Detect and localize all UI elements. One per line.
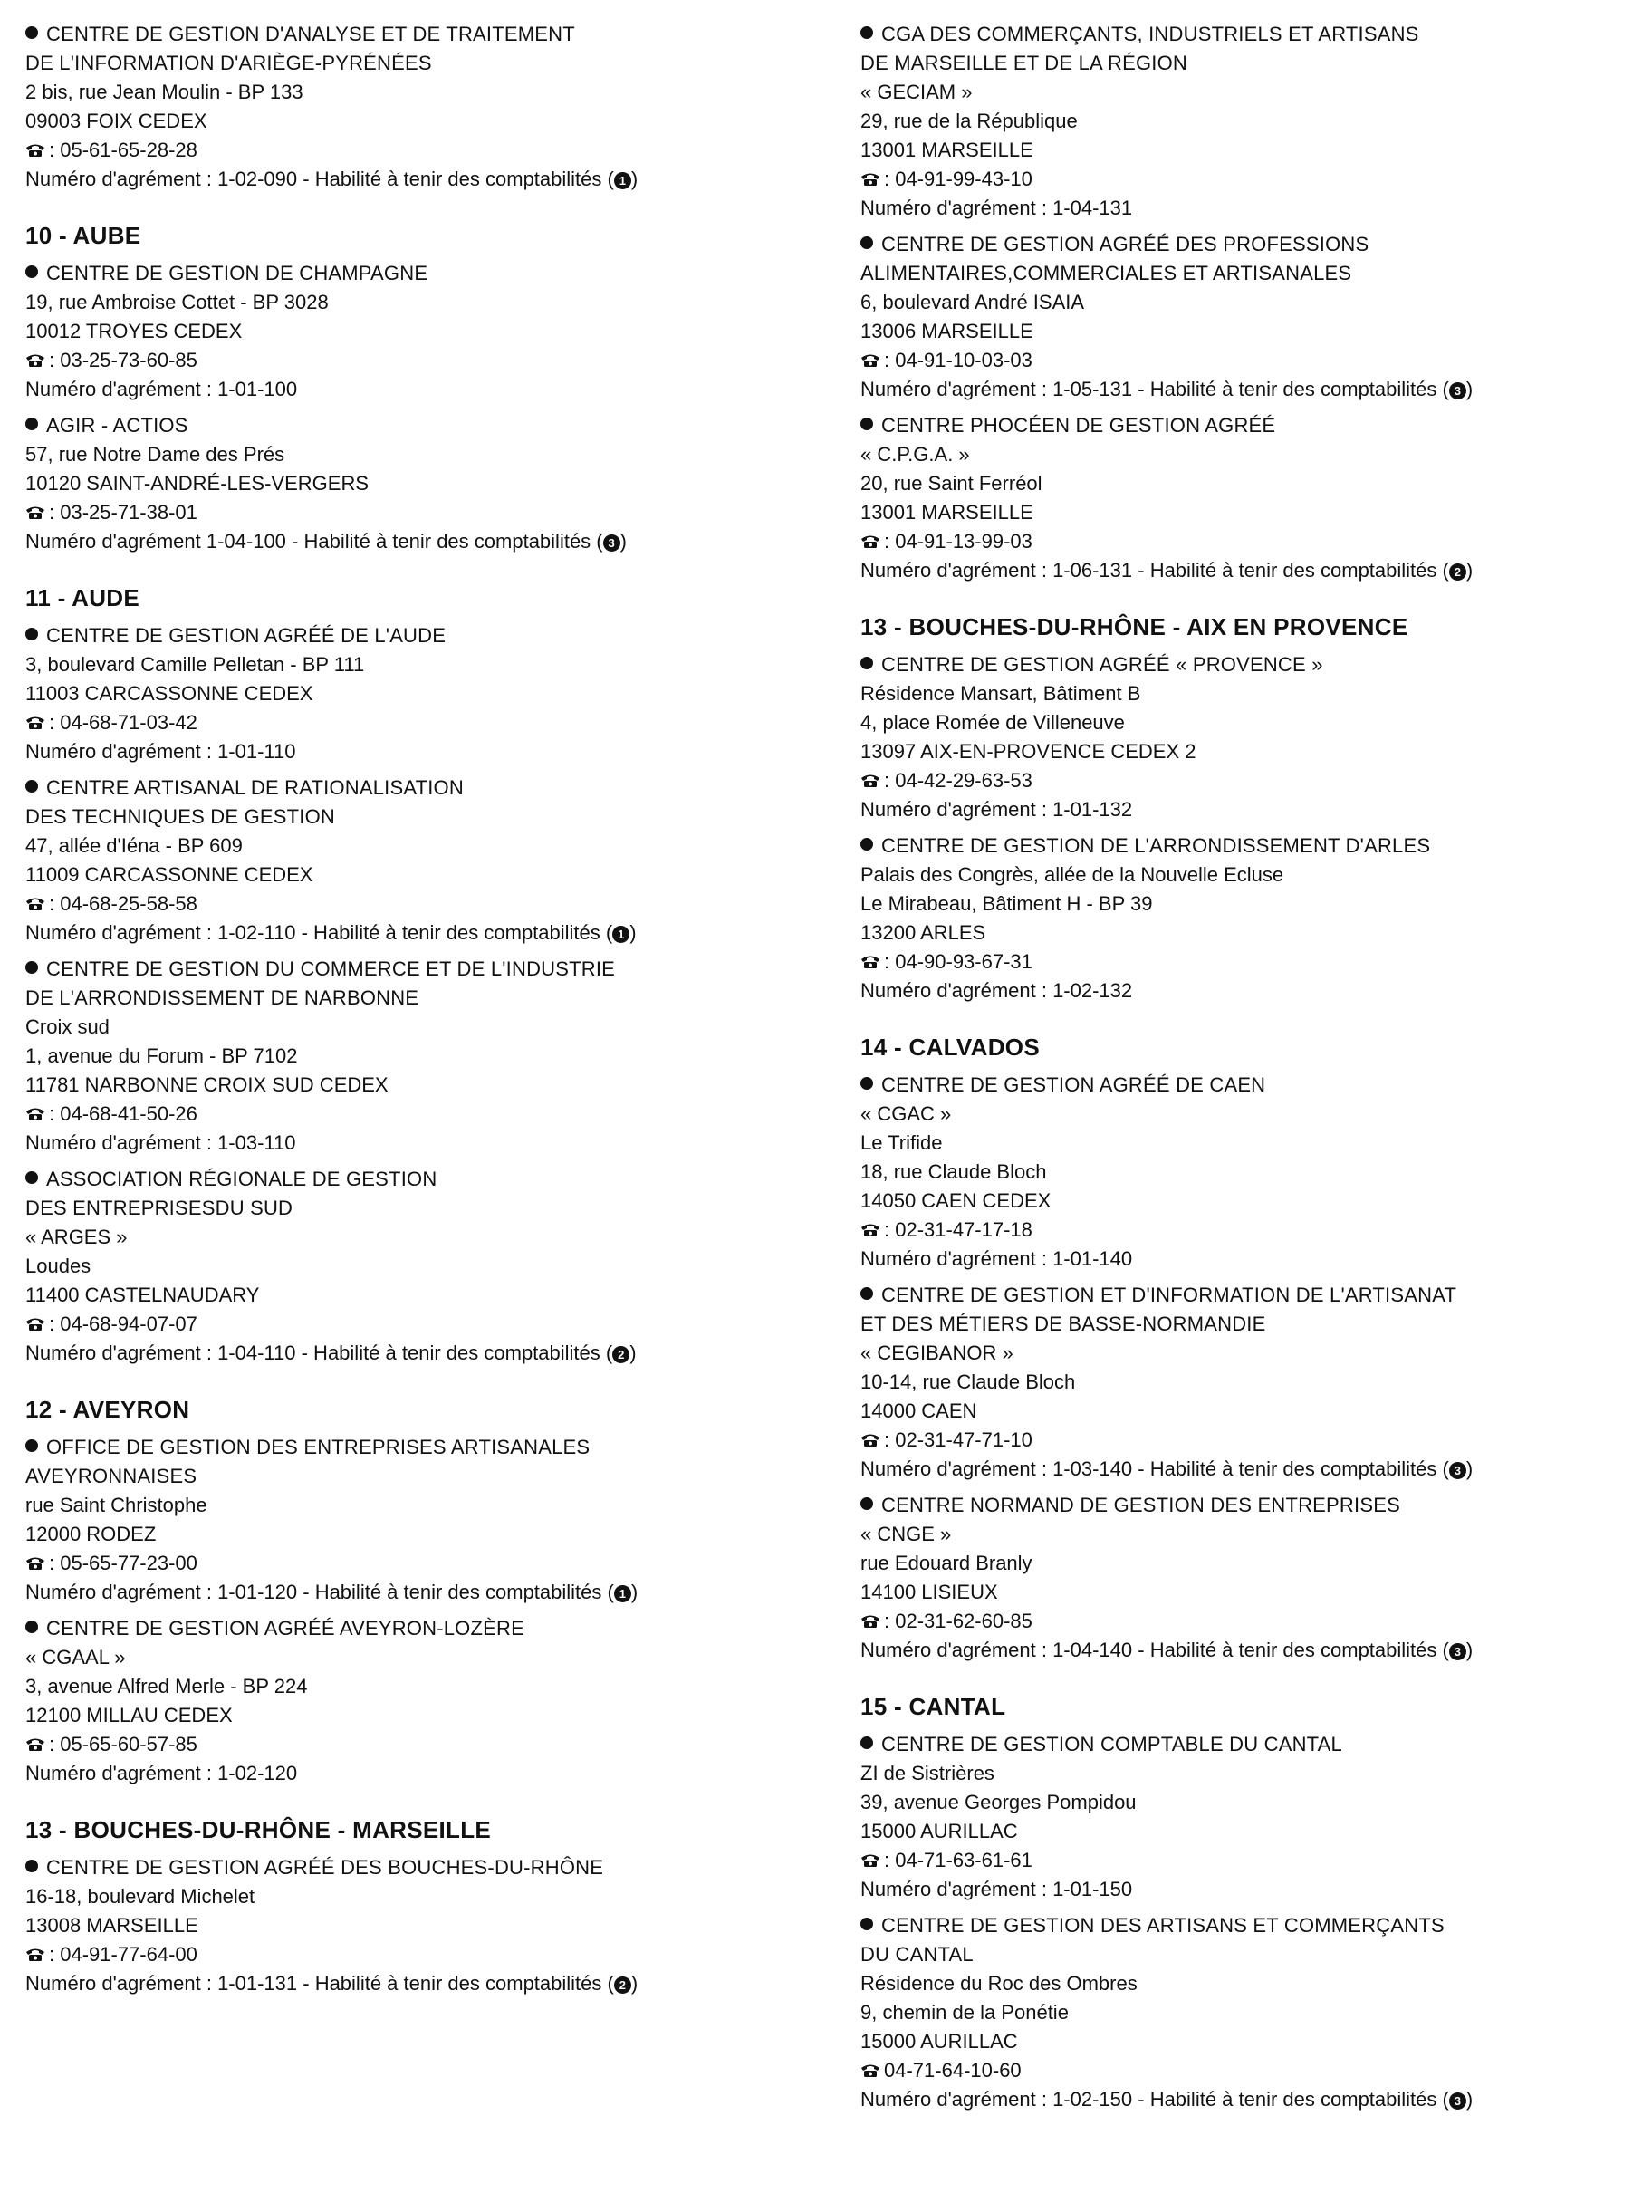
entry-address-line: 19, rue Ambroise Cottet - BP 3028: [25, 291, 329, 313]
entry-agrement: [860, 1245, 1639, 1274]
entry-name-line: [860, 1911, 1639, 1940]
entry-phone-number: : 04-90-93-67-31: [884, 950, 1032, 973]
entry-agrement: [25, 1339, 831, 1368]
entry-agrement-close: ): [620, 530, 627, 553]
telephone-icon: [25, 1556, 45, 1571]
entry-agrement-close: ): [630, 168, 639, 190]
entry-address-line: Loudes: [25, 1255, 91, 1277]
entry-name-line: [25, 1853, 831, 1882]
directory-entry: [860, 1911, 1639, 2114]
entry-address-line: 6, boulevard André ISAIA: [860, 291, 1085, 313]
entry-address-line: 1, avenue du Forum - BP 7102: [25, 1044, 298, 1067]
entry-agrement: [25, 1578, 831, 1607]
telephone-icon: [25, 505, 45, 520]
directory-entry: [25, 1853, 831, 1998]
entry-agrement-close: ): [630, 1581, 639, 1603]
telephone-icon: [860, 172, 880, 187]
entry-name-line: [25, 411, 831, 440]
bullet-icon: [25, 418, 38, 430]
entry-name-text: CENTRE DE GESTION AGRÉÉ DE L'AUDE: [46, 624, 447, 647]
entry-address-line: 13200 ARLES: [860, 921, 986, 944]
entry-phone-number: : 03-25-71-38-01: [49, 501, 197, 524]
entry-name-text: CENTRE ARTISANAL DE RATIONALISATION: [46, 776, 464, 799]
entry-address-line: rue Saint Christophe: [25, 1494, 207, 1516]
circled-number-icon: 2: [614, 1976, 631, 1994]
entry-address-line: « C.P.G.A. »: [860, 443, 970, 466]
entry-agrement-text: Numéro d'agrément : 1-01-131 - Habilité à tenir des comptabilités (: [25, 1972, 614, 1995]
entry-name-text: CENTRE PHOCÉEN DE GESTION AGRÉÉ: [881, 414, 1276, 437]
telephone-icon: [860, 1614, 880, 1629]
circled-number-icon: 1: [612, 926, 629, 943]
circled-number-icon: 3: [603, 534, 620, 552]
entry-agrement-text: Numéro d'agrément : 1-01-120 - Habilité à tenir des comptabilités (: [25, 1581, 614, 1603]
entry-name-line: [860, 411, 1639, 440]
bullet-icon: [25, 265, 38, 278]
section-heading: 15 - CANTAL: [860, 1693, 1006, 1720]
entry-name-line: [860, 259, 1639, 288]
entry-phone: [25, 1310, 831, 1339]
entry-address-line: 14000 CAEN: [860, 1399, 977, 1422]
entry-name-text: CENTRE DE GESTION DU COMMERCE ET DE L'INDUSTRIE: [46, 957, 616, 980]
entry-phone: [25, 1730, 831, 1759]
telephone-icon: [860, 534, 880, 549]
section-heading: 10 - AUBE: [25, 222, 141, 249]
entry-name-text: ALIMENTAIRES,COMMERCIALES ET ARTISANALES: [860, 262, 1352, 284]
bullet-icon: [860, 1077, 873, 1090]
entry-agrement-text: Numéro d'agrément : 1-02-132: [860, 979, 1133, 1002]
left-column: [25, 20, 831, 2005]
entry-agrement: [860, 795, 1639, 824]
entry-phone: [25, 708, 831, 737]
entry-name-line: [25, 1433, 831, 1462]
entry-address-line: 11003 CARCASSONNE CEDEX: [25, 682, 313, 705]
entry-name-text: AGIR - ACTIOS: [46, 414, 188, 437]
telephone-icon: [25, 1317, 45, 1332]
entry-address-line: 11781 NARBONNE CROIX SUD CEDEX: [25, 1073, 389, 1096]
entry-agrement-text: Numéro d'agrément : 1-01-100: [25, 378, 298, 400]
entry-address-line: 13097 AIX-EN-PROVENCE CEDEX 2: [860, 740, 1196, 763]
entry-address-line: 09003 FOIX CEDEX: [25, 110, 207, 132]
entry-name-line: [25, 621, 831, 650]
circled-number-icon: 1: [614, 172, 631, 189]
section-heading: 11 - AUDE: [25, 584, 139, 611]
entry-phone-number: : 04-68-41-50-26: [49, 1102, 197, 1125]
entry-name-line: [860, 650, 1639, 679]
telephone-icon: [25, 1107, 45, 1121]
telephone-icon: [25, 716, 45, 730]
entry-name-line: [25, 49, 831, 78]
entry-name-text: CENTRE DE GESTION ET D'INFORMATION DE L'ARTISANAT: [881, 1284, 1457, 1306]
entry-name-line: [25, 1165, 831, 1194]
entry-name-line: [860, 1940, 1639, 1969]
telephone-icon: [860, 1433, 880, 1447]
entry-agrement: [25, 1129, 831, 1158]
entry-phone: [25, 1940, 831, 1969]
entry-phone-number: : 03-25-73-60-85: [49, 349, 197, 371]
entry-name-line: [860, 1730, 1639, 1759]
entry-agrement: [860, 976, 1639, 1005]
entry-agrement-text: Numéro d'agrément : 1-01-150: [860, 1878, 1133, 1900]
entry-agrement-text: Numéro d'agrément : 1-02-090 - Habilité à tenir des comptabilités (: [25, 168, 614, 190]
bullet-icon: [860, 838, 873, 851]
entry-address-line: Le Trifide: [860, 1131, 943, 1154]
entry-agrement: [860, 194, 1639, 223]
entry-address-line: 11400 CASTELNAUDARY: [25, 1284, 260, 1306]
entry-name-text: CENTRE DE GESTION AGRÉÉ AVEYRON-LOZÈRE: [46, 1617, 524, 1640]
directory-entry: [25, 1165, 831, 1368]
directory-entry: [860, 20, 1639, 223]
entry-name-line: [25, 774, 831, 803]
directory-entry: [25, 259, 831, 404]
entry-name-text: CENTRE NORMAND DE GESTION DES ENTREPRISES: [881, 1494, 1400, 1516]
entry-phone-number: : 05-61-65-28-28: [49, 139, 197, 161]
entry-address-line: « ARGES »: [25, 1226, 128, 1248]
telephone-icon: [860, 2063, 880, 2078]
entry-agrement-text: Numéro d'agrément : 1-01-110: [25, 740, 296, 763]
entry-address-line: 10120 SAINT-ANDRÉ-LES-VERGERS: [25, 472, 370, 495]
entry-name-line: [860, 230, 1639, 259]
entry-phone-number: : 04-91-77-64-00: [49, 1943, 197, 1966]
entry-phone: [860, 1426, 1639, 1455]
entry-agrement-text: Numéro d'agrément : 1-03-140 - Habilité à tenir des comptabilités (: [860, 1457, 1449, 1480]
entry-address-line: 15000 AURILLAC: [860, 1820, 1018, 1842]
section-heading: 12 - AVEYRON: [25, 1396, 190, 1423]
entry-agrement-text: Numéro d'agrément : 1-04-110 - Habilité à tenir des comptabilités (: [25, 1342, 613, 1364]
entry-phone-number: : 02-31-47-71-10: [884, 1428, 1032, 1451]
entry-phone: [860, 527, 1639, 556]
entry-agrement: [860, 2085, 1639, 2114]
directory-entry: [860, 1730, 1639, 1904]
entry-agrement-close: ): [1465, 1639, 1474, 1661]
entry-address-line: 13006 MARSEILLE: [860, 320, 1033, 342]
entry-agrement: [25, 165, 831, 194]
entry-agrement-text: Numéro d'agrément : 1-01-140: [860, 1247, 1133, 1270]
entry-phone: [860, 1846, 1639, 1875]
entry-name-text: CENTRE DE GESTION COMPTABLE DU CANTAL: [881, 1733, 1342, 1755]
directory-entry: [25, 411, 831, 556]
entry-phone: [25, 346, 831, 375]
directory-entry: [25, 774, 831, 947]
entry-address-line: 3, avenue Alfred Merle - BP 224: [25, 1675, 308, 1697]
entry-address-line: 15000 AURILLAC: [860, 2030, 1018, 2053]
entry-name-line: [860, 20, 1639, 49]
entry-name-text: DE MARSEILLE ET DE LA RÉGION: [860, 52, 1187, 74]
bullet-icon: [25, 780, 38, 793]
entry-agrement-text: Numéro d'agrément : 1-01-132: [860, 798, 1133, 821]
entry-agrement-close: ): [1465, 1457, 1474, 1480]
entry-phone-number: : 04-91-99-43-10: [884, 168, 1032, 190]
entry-name-text: CENTRE DE GESTION AGRÉÉ « PROVENCE »: [881, 653, 1323, 676]
circled-number-icon: 3: [1449, 382, 1466, 399]
entry-name-line: [860, 1071, 1639, 1100]
entry-phone-number: : 02-31-47-17-18: [884, 1218, 1032, 1241]
entry-address-line: Croix sud: [25, 1015, 110, 1038]
entry-name-text: DE L'ARRONDISSEMENT DE NARBONNE: [25, 986, 419, 1009]
entry-phone-number: : 05-65-60-57-85: [49, 1733, 197, 1755]
entry-phone-number: 04-71-64-10-60: [884, 2059, 1022, 2082]
entry-address-line: 13001 MARSEILLE: [860, 501, 1033, 524]
entry-address-line: 2 bis, rue Jean Moulin - BP 133: [25, 81, 303, 103]
entry-phone-number: : 02-31-62-60-85: [884, 1610, 1032, 1632]
entry-phone-number: : 04-68-25-58-58: [49, 892, 197, 915]
bullet-icon: [860, 657, 873, 669]
entry-agrement-text: Numéro d'agrément : 1-02-110 - Habilité à tenir des comptabilités (: [25, 921, 613, 944]
entry-agrement-close: ): [1465, 378, 1474, 400]
entry-agrement-text: Numéro d'agrément : 1-05-131 - Habilité à tenir des comptabilités (: [860, 378, 1449, 400]
entry-address-line: 14050 CAEN CEDEX: [860, 1189, 1052, 1212]
entry-address-line: 13001 MARSEILLE: [860, 139, 1033, 161]
entry-phone-number: : 04-91-13-99-03: [884, 530, 1032, 553]
entry-address-line: 12000 RODEZ: [25, 1523, 157, 1545]
entry-name-line: [860, 1310, 1639, 1339]
telephone-icon: [860, 1223, 880, 1237]
entry-phone: [860, 947, 1639, 976]
entry-agrement: [25, 918, 831, 947]
entry-phone: [25, 498, 831, 527]
entry-agrement-close: ): [630, 1972, 639, 1995]
entry-address-line: 10-14, rue Claude Bloch: [860, 1370, 1076, 1393]
entry-phone: [860, 1607, 1639, 1636]
circled-number-icon: 3: [1449, 1643, 1466, 1660]
entry-address-line: « GECIAM »: [860, 81, 973, 103]
entry-name-text: OFFICE DE GESTION DES ENTREPRISES ARTISANALES: [46, 1436, 591, 1458]
entry-phone: [860, 165, 1639, 194]
telephone-icon: [860, 1853, 880, 1868]
section-heading: 13 - BOUCHES-DU-RHÔNE - MARSEILLE: [25, 1816, 492, 1843]
entry-name-text: CENTRE DE GESTION DE L'ARRONDISSEMENT D'ARLES: [881, 834, 1431, 857]
directory-entry: [25, 955, 831, 1158]
entry-phone-number: : 04-42-29-63-53: [884, 769, 1032, 792]
entry-address-line: 20, rue Saint Ferréol: [860, 472, 1042, 495]
bullet-icon: [25, 1439, 38, 1452]
entry-address-line: rue Edouard Branly: [860, 1552, 1032, 1574]
entry-name-line: [25, 955, 831, 984]
entry-address-line: 9, chemin de la Ponétie: [860, 2001, 1069, 2024]
telephone-icon: [860, 774, 880, 788]
entry-phone: [25, 1100, 831, 1129]
circled-number-icon: 1: [614, 1585, 631, 1602]
entry-address-line: ZI de Sistrières: [860, 1762, 994, 1784]
entry-name-text: CENTRE DE GESTION DES ARTISANS ET COMMERÇANTS: [881, 1914, 1445, 1937]
entry-address-line: 14100 LISIEUX: [860, 1581, 998, 1603]
entry-address-line: « CGAC »: [860, 1102, 952, 1125]
entry-agrement: [25, 375, 831, 404]
directory-entry: [860, 1281, 1639, 1484]
directory-entry: [860, 832, 1639, 1005]
entry-name-line: [860, 49, 1639, 78]
circled-number-icon: 2: [612, 1346, 629, 1363]
entry-name-text: DES ENTREPRISESDU SUD: [25, 1197, 293, 1219]
directory-entry: [25, 1433, 831, 1607]
entry-address-line: 16-18, boulevard Michelet: [25, 1885, 255, 1908]
entry-agrement-text: Numéro d'agrément : 1-02-120: [25, 1762, 298, 1784]
entry-phone: [860, 346, 1639, 375]
bullet-icon: [860, 1497, 873, 1510]
entry-name-text: DES TECHNIQUES DE GESTION: [25, 805, 335, 828]
entry-phone: [860, 766, 1639, 795]
entry-agrement: [25, 737, 831, 766]
entry-phone: [860, 1216, 1639, 1245]
entry-address-line: 18, rue Claude Bloch: [860, 1160, 1047, 1183]
entry-name-line: [860, 1491, 1639, 1520]
entry-phone: [25, 1549, 831, 1578]
circled-number-icon: 3: [1449, 2092, 1466, 2110]
bullet-icon: [860, 1736, 873, 1749]
telephone-icon: [25, 353, 45, 368]
entry-address-line: Résidence du Roc des Ombres: [860, 1972, 1138, 1995]
entry-name-line: [25, 1462, 831, 1491]
entry-agrement: [860, 556, 1639, 585]
entry-name-line: [25, 1194, 831, 1223]
entry-agrement: [860, 1455, 1639, 1484]
directory-entry: [860, 1491, 1639, 1665]
telephone-icon: [25, 897, 45, 911]
entry-agrement-text: Numéro d'agrément : 1-04-131: [860, 197, 1133, 219]
entry-address-line: 57, rue Notre Dame des Prés: [25, 443, 285, 466]
entry-agrement-text: Numéro d'agrément : 1-04-140 - Habilité à tenir des comptabilités (: [860, 1639, 1449, 1661]
entry-address-line: « CNGE »: [860, 1523, 952, 1545]
telephone-icon: [860, 353, 880, 368]
telephone-icon: [860, 955, 880, 969]
entry-address-line: « CEGIBANOR »: [860, 1342, 1013, 1364]
entry-address-line: 3, boulevard Camille Pelletan - BP 111: [25, 653, 365, 676]
entry-agrement: [25, 1759, 831, 1788]
directory-entry: [25, 20, 831, 194]
bullet-icon: [25, 628, 38, 640]
entry-address-line: 12100 MILLAU CEDEX: [25, 1704, 233, 1726]
entry-phone-number: : 04-68-94-07-07: [49, 1313, 197, 1335]
entry-phone-number: : 04-91-10-03-03: [884, 349, 1032, 371]
entry-agrement-text: Numéro d'agrément : 1-06-131 - Habilité à tenir des comptabilités (: [860, 559, 1449, 582]
entry-agrement: [860, 1636, 1639, 1665]
circled-number-icon: 3: [1449, 1462, 1466, 1479]
section-heading: 14 - CALVADOS: [860, 1034, 1040, 1061]
right-column: [860, 20, 1639, 2121]
entry-address-line: Résidence Mansart, Bâtiment B: [860, 682, 1141, 705]
entry-address-line: « CGAAL »: [25, 1646, 126, 1669]
bullet-icon: [860, 1287, 873, 1300]
directory-entry: [860, 1071, 1639, 1274]
entry-phone: [25, 890, 831, 918]
bullet-icon: [25, 1860, 38, 1872]
entry-name-text: CENTRE DE GESTION AGRÉÉ DES PROFESSIONS: [881, 233, 1369, 255]
entry-agrement-text: Numéro d'agrément 1-04-100 - Habilité à tenir des comptabilités (: [25, 530, 603, 553]
entry-agrement: [860, 1875, 1639, 1904]
entry-agrement-text: Numéro d'agrément : 1-03-110: [25, 1131, 296, 1154]
entry-address-line: Palais des Congrès, allée de la Nouvelle Ecluse: [860, 863, 1284, 886]
entry-agrement-text: Numéro d'agrément : 1-02-150 - Habilité à tenir des comptabilités (: [860, 2088, 1449, 2111]
entry-address-line: 39, avenue Georges Pompidou: [860, 1791, 1137, 1813]
entry-address-line: Le Mirabeau, Bâtiment H - BP 39: [860, 892, 1153, 915]
directory-entry: [860, 650, 1639, 824]
entry-name-line: [860, 832, 1639, 861]
entry-name-text: DE L'INFORMATION D'ARIÈGE-PYRÉNÉES: [25, 52, 432, 74]
bullet-icon: [25, 26, 38, 39]
directory-entry: [860, 411, 1639, 585]
entry-name-text: CENTRE DE GESTION AGRÉÉ DES BOUCHES-DU-RHÔNE: [46, 1856, 604, 1879]
bullet-icon: [25, 961, 38, 974]
entry-address-line: 4, place Romée de Villeneuve: [860, 711, 1125, 734]
bullet-icon: [25, 1171, 38, 1184]
entry-address-line: 11009 CARCASSONNE CEDEX: [25, 863, 313, 886]
entry-phone-number: : 04-71-63-61-61: [884, 1849, 1032, 1871]
entry-name-text: CENTRE DE GESTION AGRÉÉ DE CAEN: [881, 1073, 1266, 1096]
entry-agrement-close: ): [629, 921, 637, 944]
circled-number-icon: 2: [1449, 563, 1466, 581]
entry-phone: [860, 2056, 1639, 2085]
entry-address-line: 47, allée d'Iéna - BP 609: [25, 834, 243, 857]
entry-agrement-close: ): [629, 1342, 637, 1364]
entry-agrement: [860, 375, 1639, 404]
entry-name-text: CENTRE DE GESTION D'ANALYSE ET DE TRAITEMENT: [46, 23, 575, 45]
entry-agrement: [25, 1969, 831, 1998]
entry-name-text: ET DES MÉTIERS DE BASSE-NORMANDIE: [860, 1313, 1266, 1335]
entry-name-text: DU CANTAL: [860, 1943, 974, 1966]
entry-name-line: [25, 1614, 831, 1643]
telephone-icon: [25, 1737, 45, 1752]
bullet-icon: [860, 418, 873, 430]
entry-name-line: [860, 1281, 1639, 1310]
entry-phone-number: : 05-65-77-23-00: [49, 1552, 197, 1574]
entry-phone: [25, 136, 831, 165]
telephone-icon: [25, 1948, 45, 1962]
bullet-icon: [860, 1918, 873, 1930]
directory-entry: [860, 230, 1639, 404]
directory-entry: [25, 621, 831, 766]
entry-name-text: CGA DES COMMERÇANTS, INDUSTRIELS ET ARTISANS: [881, 23, 1419, 45]
bullet-icon: [25, 1621, 38, 1633]
entry-name-line: [25, 20, 831, 49]
directory-entry: [25, 1614, 831, 1788]
entry-name-line: [25, 984, 831, 1013]
entry-agrement-close: ): [1465, 2088, 1474, 2111]
entry-name-text: AVEYRONNAISES: [25, 1465, 197, 1487]
entry-name-text: CENTRE DE GESTION DE CHAMPAGNE: [46, 262, 428, 284]
entry-address-line: 29, rue de la République: [860, 110, 1078, 132]
bullet-icon: [860, 236, 873, 249]
entry-name-text: ASSOCIATION RÉGIONALE DE GESTION: [46, 1168, 437, 1190]
entry-name-line: [25, 259, 831, 288]
telephone-icon: [25, 143, 45, 158]
entry-phone-number: : 04-68-71-03-42: [49, 711, 197, 734]
section-heading: 13 - BOUCHES-DU-RHÔNE - AIX EN PROVENCE: [860, 613, 1408, 640]
entry-address-line: 13008 MARSEILLE: [25, 1914, 198, 1937]
entry-agrement: [25, 527, 831, 556]
entry-name-line: [25, 803, 831, 832]
entry-address-line: 10012 TROYES CEDEX: [25, 320, 243, 342]
bullet-icon: [860, 26, 873, 39]
entry-agrement-close: ): [1465, 559, 1474, 582]
